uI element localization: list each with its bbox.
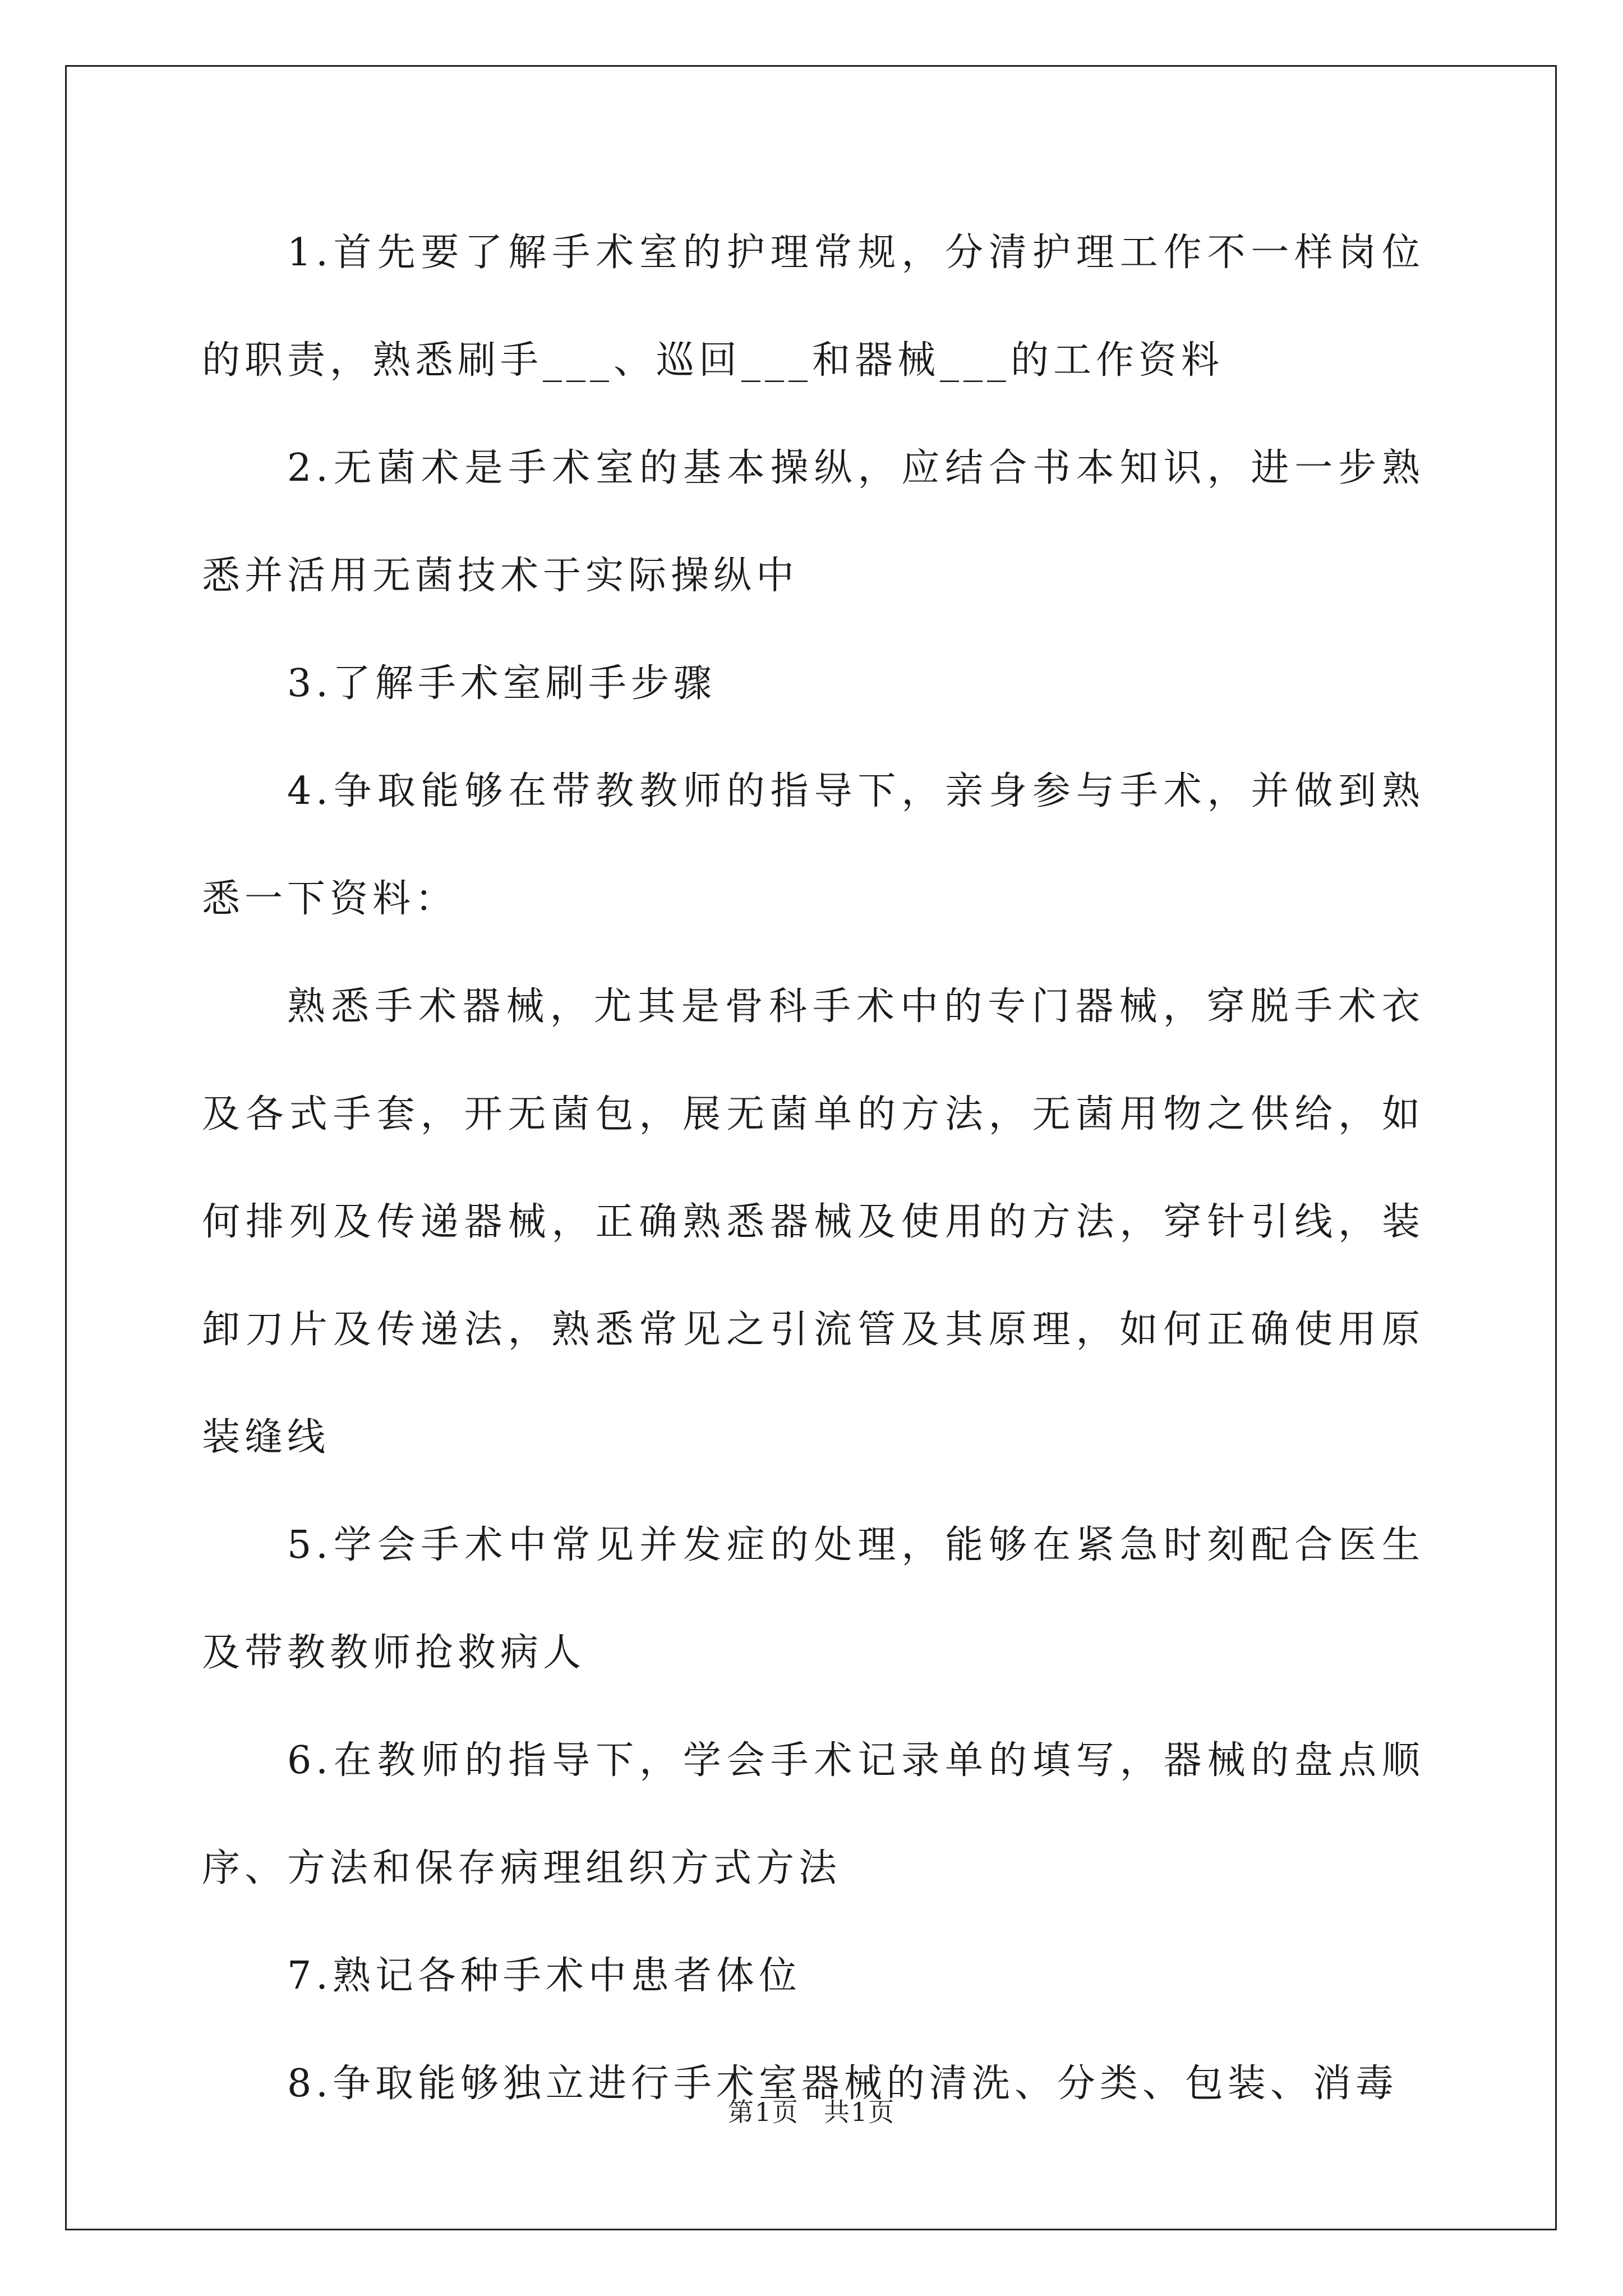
paragraph-item-7: 7.熟记各种手术中患者体位 xyxy=(287,1954,801,1998)
paragraph-item-8: 8.争取能够独立进行手术室器械的清洗、分类、包装、消毒 xyxy=(287,2062,1398,2106)
page-total: 共1页 xyxy=(824,2097,896,2127)
paragraph-item-4-detail: 熟悉手术器械，尤其是骨科手术中的专门器械，穿脱手术衣及各式手套，开无菌包，展无菌单的方法，无菌用物之供给，如何排列及传递器械，正确熟悉器械及使用的方法，穿针引线，装卸刀片及传递法，熟悉常见之引流管及其原理，如何正确使用原装缝线 xyxy=(202,984,1424,1460)
page-number: 第1页 xyxy=(727,2097,799,2127)
document-body xyxy=(202,199,1424,2138)
paragraph-item-4: 4.争取能够在带教教师的指导下，亲身参与手术，并做到熟悉一下资料： xyxy=(202,769,1424,921)
paragraph-item-2: 2.无菌术是手术室的基本操纵，应结合书本知识，进一步熟悉并活用无菌技术于实际操纵中 xyxy=(202,446,1424,598)
paragraph-item-6: 6.在教师的指导下，学会手术记录单的填写，器械的盘点顺序、方法和保存病理组织方式方法 xyxy=(202,1738,1424,1890)
paragraph-item-3: 3.了解手术室刷手步骤 xyxy=(287,661,716,706)
page-footer xyxy=(0,2095,1623,2129)
paragraph-item-5: 5.学会手术中常见并发症的处理，能够在紧急时刻配合医生及带教教师抢救病人 xyxy=(202,1523,1424,1675)
paragraph-item-1: 1.首先要了解手术室的护理常规，分清护理工作不一样岗位的职责，熟悉刷手___、巡回___和器械___的工作资料 xyxy=(202,231,1424,383)
